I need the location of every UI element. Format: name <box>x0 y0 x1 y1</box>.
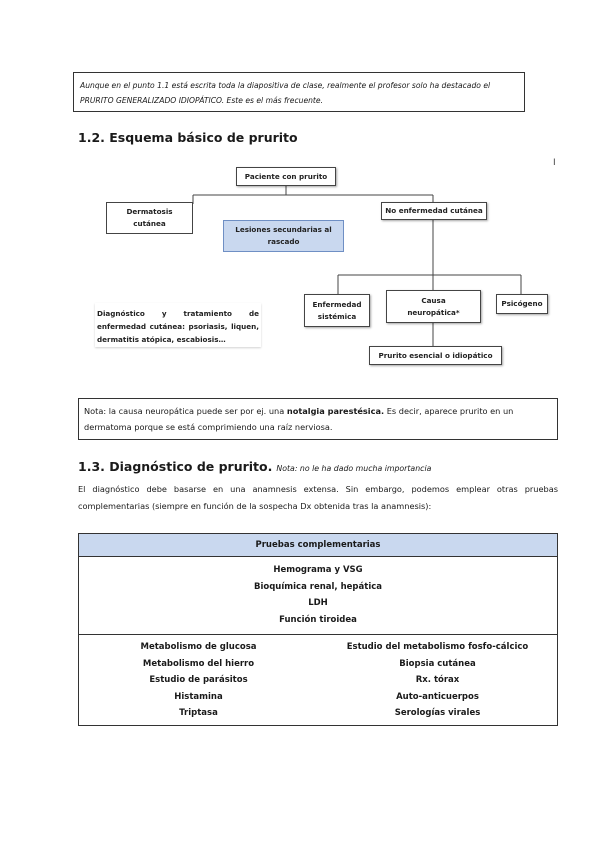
specific-tests-right <box>318 639 557 722</box>
neuropathic-note-term: notalgia parestésica. <box>286 406 385 416</box>
node-no-enfermedad-cutanea: No enfermedad cutánea <box>381 202 487 220</box>
specific-test-item: Metabolismo del hierro <box>142 658 255 669</box>
section-title-esquema: 1.2. Esquema básico de prurito <box>78 130 298 145</box>
node-lesiones-secundarias: Lesiones secundarias al rascado <box>223 220 344 252</box>
specific-test-item: Rx. tórax <box>415 675 460 685</box>
specific-test-item: Serologías virales <box>394 708 481 718</box>
specific-test-item: Auto-anticuerpos <box>396 691 479 702</box>
specific-tests <box>79 635 557 722</box>
basic-test-item: Función tiroidea <box>279 614 357 625</box>
specific-tests-left <box>79 639 318 722</box>
node-diagnostico-tratamiento: Diagnóstico y tratamiento de enfermedad cutánea: psoriasis, liquen, dermatitis atópica, escabiosis… <box>95 303 261 347</box>
diagnostic-paragraph: El diagnóstico debe basarse en una anamnesis extensa. Sin embargo, podemos emplear otras pruebas complementarias (siempre en función de la sospecha Dx obtenida tras la anamnesis): <box>78 484 558 511</box>
section-aside-note: Nota: no le ha dado mucha importancia <box>276 464 432 473</box>
node-dermatosis-cutanea: Dermatosis cutánea <box>106 202 193 234</box>
section-title-diagnostico <box>78 459 431 474</box>
neuropathic-note <box>78 398 558 440</box>
basic-test-item: Bioquímica renal, hepática <box>253 581 383 592</box>
node-causa-neuropatica: Causa neuropática* <box>386 290 481 323</box>
table-header: Pruebas complementarias <box>79 534 557 557</box>
node-prurito-esencial: Prurito esencial o idiopático <box>369 346 502 365</box>
neuropathic-note-text-end: Es decir, aparece prurito en un dermatoma porque se está comprimiendo una raíz nerviosa. <box>84 406 514 432</box>
specific-test-item: Metabolismo de glucosa <box>140 642 257 652</box>
specific-test-item: Histamina <box>174 691 223 702</box>
stray-mark: I <box>553 158 556 168</box>
specific-test-item: Estudio de parásitos <box>149 675 248 685</box>
node-paciente-con-prurito: Paciente con prurito <box>236 167 336 186</box>
basic-test-item: LDH <box>308 598 328 608</box>
section-title-diagnostico-text: 1.3. Diagnóstico de prurito. <box>78 459 273 474</box>
neuropathic-note-text: Nota: la causa neuropática puede ser por ej. una <box>84 406 287 416</box>
basic-test-item: Hemograma y VSG <box>273 565 363 575</box>
node-enfermedad-sistemica: Enfermedad sistémica <box>304 294 370 327</box>
basic-tests <box>79 557 557 635</box>
specific-test-item: Biopsia cutánea <box>399 658 476 669</box>
complementary-tests-table <box>78 533 558 726</box>
node-psicogeno: Psicógeno <box>496 294 548 314</box>
specific-test-item: Estudio del metabolismo fosfo-cálcico <box>346 642 529 652</box>
top-note: Aunque en el punto 1.1 está escrita toda la diapositiva de clase, realmente el profesor solo ha destacado el PRURITO GENERALIZADO IDIOPÁTICO. Este es el más frecuente. <box>73 72 525 112</box>
specific-test-item: Triptasa <box>179 708 218 718</box>
